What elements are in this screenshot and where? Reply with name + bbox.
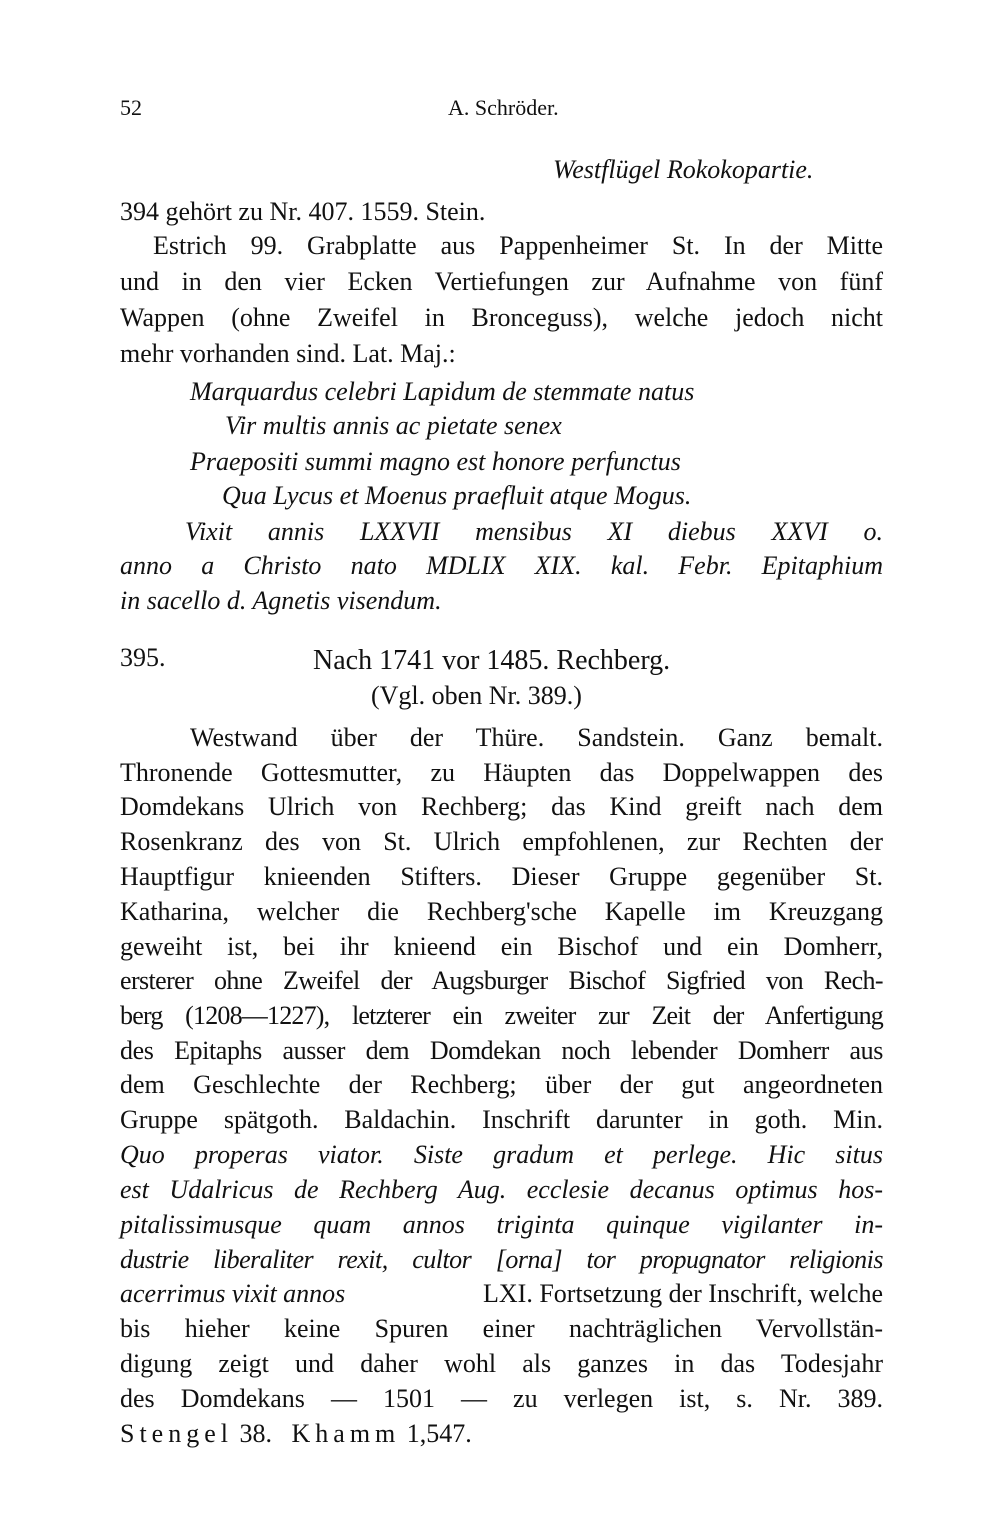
verse-line: Praepositi summi magno est honore perfunctus <box>190 447 681 476</box>
epitaph-line: anno a Christo nato MDLIX XIX. kal. Febr. Epitaphium <box>120 551 883 580</box>
entry-395-body-line: Katharina, welcher die Rechberg'sche Kapelle im Kreuzgang <box>120 897 883 926</box>
continuation-line: digung zeigt und daher wohl als ganzes in das Todesjahr <box>120 1349 883 1378</box>
inscription-line: est Udalricus de Rechberg Aug. ecclesie decanus optimus hos- <box>120 1175 883 1204</box>
entry-395-body-line: Hauptfigur knieenden Stifters. Dieser Gruppe gegenüber St. <box>120 862 883 891</box>
verse-line: Vir multis annis ac pietate senex <box>225 411 562 440</box>
epitaph-line: in sacello d. Agnetis visendum. <box>120 586 442 615</box>
continuation-line: des Domdekans — 1501 — zu verlegen ist, s. Nr. 389. <box>120 1384 883 1413</box>
inscription-end-roman: LXI. Fortsetzung der Inschrift, welche <box>483 1279 883 1308</box>
epitaph-line: Vixit annis LXXVII mensibus XI diebus XXVI o. <box>185 517 883 546</box>
inscription-line: Quo properas viator. Siste gradum et perlege. Hic situs <box>120 1140 883 1169</box>
entry-395-body-line: Domdekans Ulrich von Rechberg; das Kind greift nach dem <box>120 792 883 821</box>
sources-line <box>120 1418 472 1450</box>
entry-395-body-line: Gruppe spätgoth. Baldachin. Inschrift darunter in goth. Min. <box>120 1105 883 1134</box>
entry-395-heading: Nach 1741 vor 1485. Rechberg. <box>313 645 671 676</box>
source-reference: 1,547. <box>406 1419 472 1448</box>
verse-line: Qua Lycus et Moenus praefluit atque Mogus. <box>222 481 692 510</box>
entry-395-body-line: ersterer ohne Zweifel der Augsburger Bischof Sigfried von Rech- <box>120 966 883 995</box>
location-note: Westflügel Rokokopartie. <box>553 155 814 184</box>
entry-394-body-line: Estrich 99. Grabplatte aus Pappenheimer St. In der Mitte <box>153 231 883 260</box>
entry-395-number: 395. <box>120 643 166 672</box>
inscription-end-italic: acerrimus vixit annos <box>120 1279 346 1308</box>
entry-395-body-line: Thronende Gottesmutter, zu Häupten das Doppelwappen des <box>120 758 883 787</box>
entry-394-body-line: und in den vier Ecken Vertiefungen zur Aufnahme von fünf <box>120 267 883 296</box>
inscription-line: dustrie liberaliter rexit, cultor [orna] tor propugnator religionis <box>120 1245 883 1274</box>
entry-395-body-line: dem Geschlechte der Rechberg; über der gut angeordneten <box>120 1070 883 1099</box>
entry-395-body-line: Rosenkranz des von St. Ulrich empfohlenen, zur Rechten der <box>120 827 883 856</box>
entry-395-body-line: geweiht ist, bei ihr knieend ein Bischof und ein Domherr, <box>120 932 883 961</box>
entry-395-body-line: berg (1208—1227), letzterer ein zweiter zur Zeit der Anfertigung <box>120 1001 883 1030</box>
source-author: Khamm <box>291 1419 401 1448</box>
page-number: 52 <box>120 95 142 120</box>
continuation-line: bis hieher keine Spuren einer nachträglichen Vervollstän- <box>120 1314 883 1343</box>
verse-line: Marquardus celebri Lapidum de stemmate natus <box>190 377 695 406</box>
inscription-end-line <box>120 1278 883 1310</box>
entry-394-body-line: Wappen (ohne Zweifel in Bronceguss), welche jedoch nicht <box>120 303 883 332</box>
entry-395-body-line: des Epitaphs ausser dem Domdekan noch lebender Domherr aus <box>120 1036 883 1065</box>
entry-395-body-line: Westwand über der Thüre. Sandstein. Ganz bemalt. <box>190 723 883 752</box>
entry-394-body-line: mehr vorhanden sind. Lat. Maj.: <box>120 339 456 368</box>
source-reference: 38. <box>239 1419 272 1448</box>
running-title: A. Schröder. <box>448 95 559 120</box>
source-author: Stengel <box>120 1419 233 1448</box>
entry-395-reference: (Vgl. oben Nr. 389.) <box>371 681 582 710</box>
entry-394-line1: 394 gehört zu Nr. 407. 1559. Stein. <box>120 197 486 226</box>
inscription-line: pitalissimusque quam annos triginta quinque vigilanter in- <box>120 1210 883 1239</box>
